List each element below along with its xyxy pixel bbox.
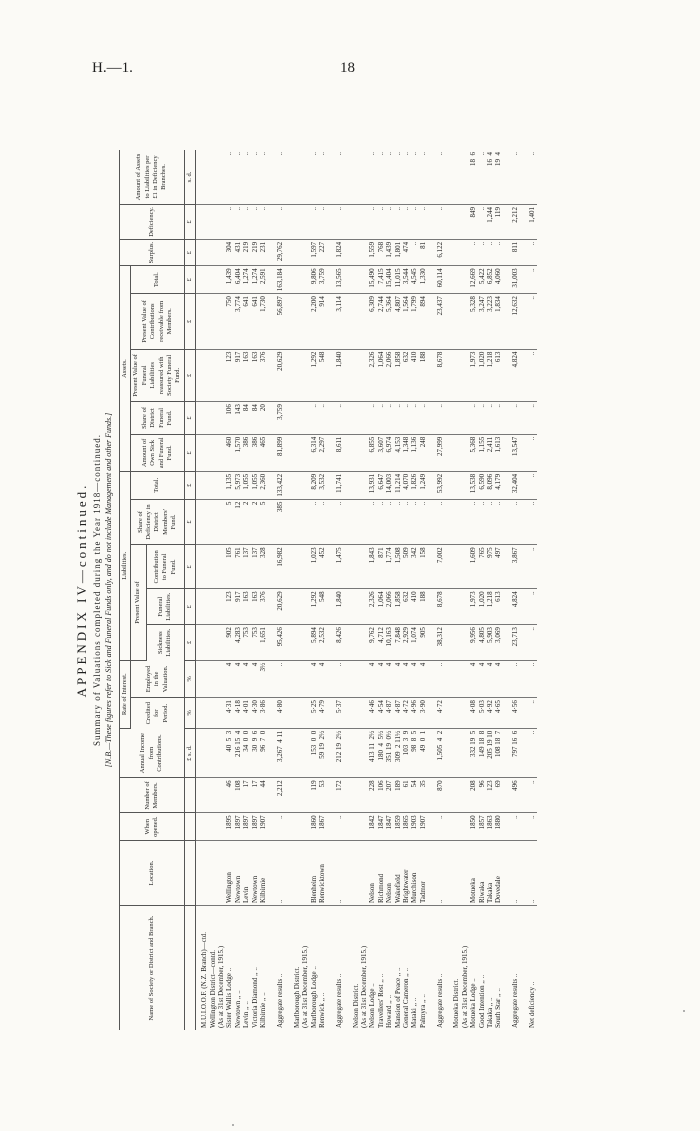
col-name-header: Name of Society or District and Branch. [120, 906, 185, 1031]
col-employed-header: Employed in the Valuation. [131, 660, 184, 697]
col-members-header: Number of Members. [120, 778, 185, 813]
col-sickness-header: Sickness Liabilities. [146, 625, 184, 661]
col-location-header: Location. [120, 841, 185, 906]
unit-location [184, 841, 195, 906]
funeral-column: 123 917 163 163 376 20,629 1,292 548 1,840 2,326 1,064 2,066 1,858 632 410 188 8,678 1,973 1,020 1,218 613 4,824 .. [196, 589, 537, 625]
table-subtitle: Summary of Valuations completed during the Year 1918—continued. [92, 433, 102, 747]
assets-group-header: Assets. [120, 266, 131, 472]
valuation-table [119, 150, 537, 1030]
unit-total-liab: £ [184, 471, 195, 499]
unit-surplus: £ [184, 239, 195, 266]
own-fund-column: 460 1,570 386 386 465 81,899 6,314 2,297 8,611 6,855 3,607 6,974 4,153 1,348 1,136 248 27,999 5,368 1,155 2,411 1,613 13,547 .. [196, 434, 537, 471]
col-contrib-funeral-header: Contribution to Funeral Fund. [146, 545, 184, 589]
unit-own-fund: £ [184, 434, 195, 471]
unit-members [184, 778, 195, 813]
credited-column: 4·31 4·18 4·01 4·30 3·86 4·80 5·25 4·79 5·37 4·46 4·54 4·87 4·87 4·72 4·96 3·90 4·72 4·08 5·03 4·92 4·65 4·56 .. [196, 698, 537, 729]
total-liab-column: 1,135 5,973 1,055 1,055 2,360 133,422 8,209 3,532 11,741 13,931 6,647 14,003 11,214 4,070 1,826 1,249 53,992 13,538 6,590 8,096 4,179 32,404 .. [196, 471, 537, 499]
rotated-table-block [70, 150, 650, 1030]
liabilities-group-header: Liabilities. [120, 471, 131, 660]
page-number: 18 [340, 60, 355, 76]
unit-credited: % [184, 698, 195, 729]
contrib-column: 40 5 3 216 15 4 34 0 0 30 9 6 96 7 0 3,267 4 11 153 0 0 59 19 2½ 212 19 2½ 413 11 2½ 180 4 5½ 351 19 0½ 309 2 11½ 103 3 9 98 8 5 49 0 1 1,505 4 2 332 19 5 149 18 8 205 19 10 108 18 7 797 16 6 .. [196, 728, 537, 778]
pv-funeral-assets-column: 123 917 163 163 376 20,629 1,292 548 1,840 2,326 1,064 2,066 1,858 632 410 188 8,678 1,973 1,020 1,218 613 4,824 .. [196, 349, 537, 401]
table-note: [N.B.—These figures refer to Sick and Funeral Funds only, and do not include Management and other Funds.] [104, 412, 113, 768]
unit-contrib: £ s. d. [184, 728, 195, 778]
col-share-def-header: Share of Deficiency in District Members' Fund. [131, 499, 184, 545]
employed-column: 4 4 4 4 3½ .. 4 4 .. 4 4 4 4 4 4 4 .. 4 4 4 4 .. .. [196, 660, 537, 697]
col-per-pound-header: Amount of Assets to Liabilities per £1 in Deficiency Branches. [120, 150, 185, 205]
location-column: Wellington Newtown Levin Newtown Kilbirnie .. Blenheim Renwicktown .. Nelson Richmond Nelson Wakefield Brightwater Murchison Tadmor .. Motueka Riwaka Takaka Dovedale .. .. [196, 841, 537, 906]
unit-pv-funeral-assets: £ [184, 349, 195, 401]
members-column: 46 108 17 17 44 2,212 119 53 172 228 106 207 189 61 54 35 870 208 96 123 69 496 .. [196, 778, 537, 813]
col-own-fund-header: Amount of Own Sick and Funeral Fund. [131, 434, 184, 471]
unit-contrib-funeral: £ [184, 545, 195, 589]
total-assets-column: 1,439 6,404 1,274 1,274 2,591 163,184 9,806 3,759 13,565 15,490 7,415 15,404 11,015 3,544 4,545 1,330 60,114 12,669 5,422 6,852 4,060 31,003 .. [196, 266, 537, 294]
per-pound-column: .. .. .. .. .. .. .. .. .. .. .. .. .. .. .. .. .. 18 6 .. 16 4 19 4 .. .. [196, 150, 537, 205]
rate-group-header: Rate of Interest. [120, 660, 131, 728]
share-funeral-column: 106 143 84 84 20 3,759 .. .. .. .. .. .. .. .. .. .. .. .. .. .. .. .. .. [196, 402, 537, 435]
share-def-column: 5 12 2 2 5 385 .. .. .. .. .. .. .. .. .. .. .. .. .. .. .. .. .. [196, 499, 537, 545]
page-reference: H.—1. [92, 60, 133, 76]
col-funeral-header: Funeral Liabilities. [146, 589, 184, 625]
appendix-title: APPENDIX IV—continued. [74, 482, 89, 698]
scan-speck [232, 1124, 234, 1126]
col-surplus-header: Surplus. [120, 239, 185, 266]
col-total-assets-header: Total. [131, 266, 184, 294]
unit-share-funeral: £ [184, 402, 195, 435]
pv-contrib-column: 750 3,774 641 641 1,730 56,897 2,200 914 3,114 6,309 2,744 5,364 4,807 1,564 1,799 894 23,437 5,328 3,247 3,223 1,834 12,632 .. [196, 294, 537, 350]
unit-share-def: £ [184, 499, 195, 545]
scan-speck [683, 1010, 685, 1012]
surplus-column: 304 431 219 219 231 29,762 1,597 227 1,824 1,559 768 1,439 1,801 474 .. 81 6,122 .. .. .. .. 811 .. [196, 239, 537, 266]
present-value-header: Present Value of [131, 545, 146, 660]
contrib-funeral-column: 105 761 137 137 328 16,982 1,023 452 1,475 1,843 871 1,774 1,508 509 342 158 7,002 1,609 765 975 497 3,867 .. [196, 545, 537, 589]
col-opened-header: When opened. [120, 813, 185, 841]
unit-pv-contrib: £ [184, 294, 195, 350]
unit-sickness: £ [184, 625, 195, 661]
unit-funeral: £ [184, 589, 195, 625]
unit-opened [184, 813, 195, 841]
unit-deficiency: £ [184, 205, 195, 240]
col-pv-contrib-header: Present Value of Contributions receivable from Members. [131, 294, 184, 350]
unit-per-pound: s. d. [184, 150, 195, 205]
col-share-funeral-header: Share of District Funeral Fund. [131, 402, 184, 435]
unit-total-assets: £ [184, 266, 195, 294]
col-contrib-header: Annual Income from Contributions. [120, 728, 185, 778]
col-credited-header: Credited for Period. [131, 698, 184, 729]
opened-column: 1895 1897 1897 1897 1907 .. 1860 1867 .. 1842 1847 1847 1859 1865 1903 1907 .. 1850 1857 1863 1880 .. .. [196, 813, 537, 841]
name-column: M.U.I.O.O.F. (N.Z. Branch)—ctd. Wellington District—contd. (As at 31st December, 1915.) Sister Wallis Lodge .. Newtown ,, .. Levin ,, .. Victoria Diamond ,, .. Kilbirnie ,, .. Aggregate results .. Marlborough District. (As at 31st December, 1915.) Marlborough Lodge .. Renwick ,, .. Aggregate results .. Nelson District. (As at 31st December, 1915.) Nelson Lodge .. Travellers' Rest ,, .. Howard ,, .. Mansion of Peace ,, .. General Cameron ,, .. Mataki ,, .. Palmyra ,, .. Aggregate results .. Motueka District. (As at 31st December, 1915.) Motueka Lodge .. Good Intention ,, .. Takaka ,, .. South Star ,, .. Aggregate results .. Net deficiency .. [200, 931, 537, 1028]
sickness-column: 902 4,283 753 753 1,651 95,426 5,894 2,532 8,426 9,762 4,712 10,163 7,848 2,929 1,074 905 38,312 9,956 4,805 5,903 3,069 23,713 .. [196, 625, 537, 661]
col-total-liab-header: Total. [131, 471, 184, 499]
deficiency-column: .. .. .. .. .. .. .. .. .. .. .. .. .. .. .. .. .. 849 .. 1,244 119 2,212 1,401 [196, 205, 537, 240]
col-pv-funeral-assets-header: Present Value of Funeral Liabilities reassured with Society Funeral Fund. [131, 349, 184, 401]
unit-name [184, 906, 195, 1031]
col-deficiency-header: Deficiency. [120, 205, 185, 240]
unit-employed: % [184, 660, 195, 697]
